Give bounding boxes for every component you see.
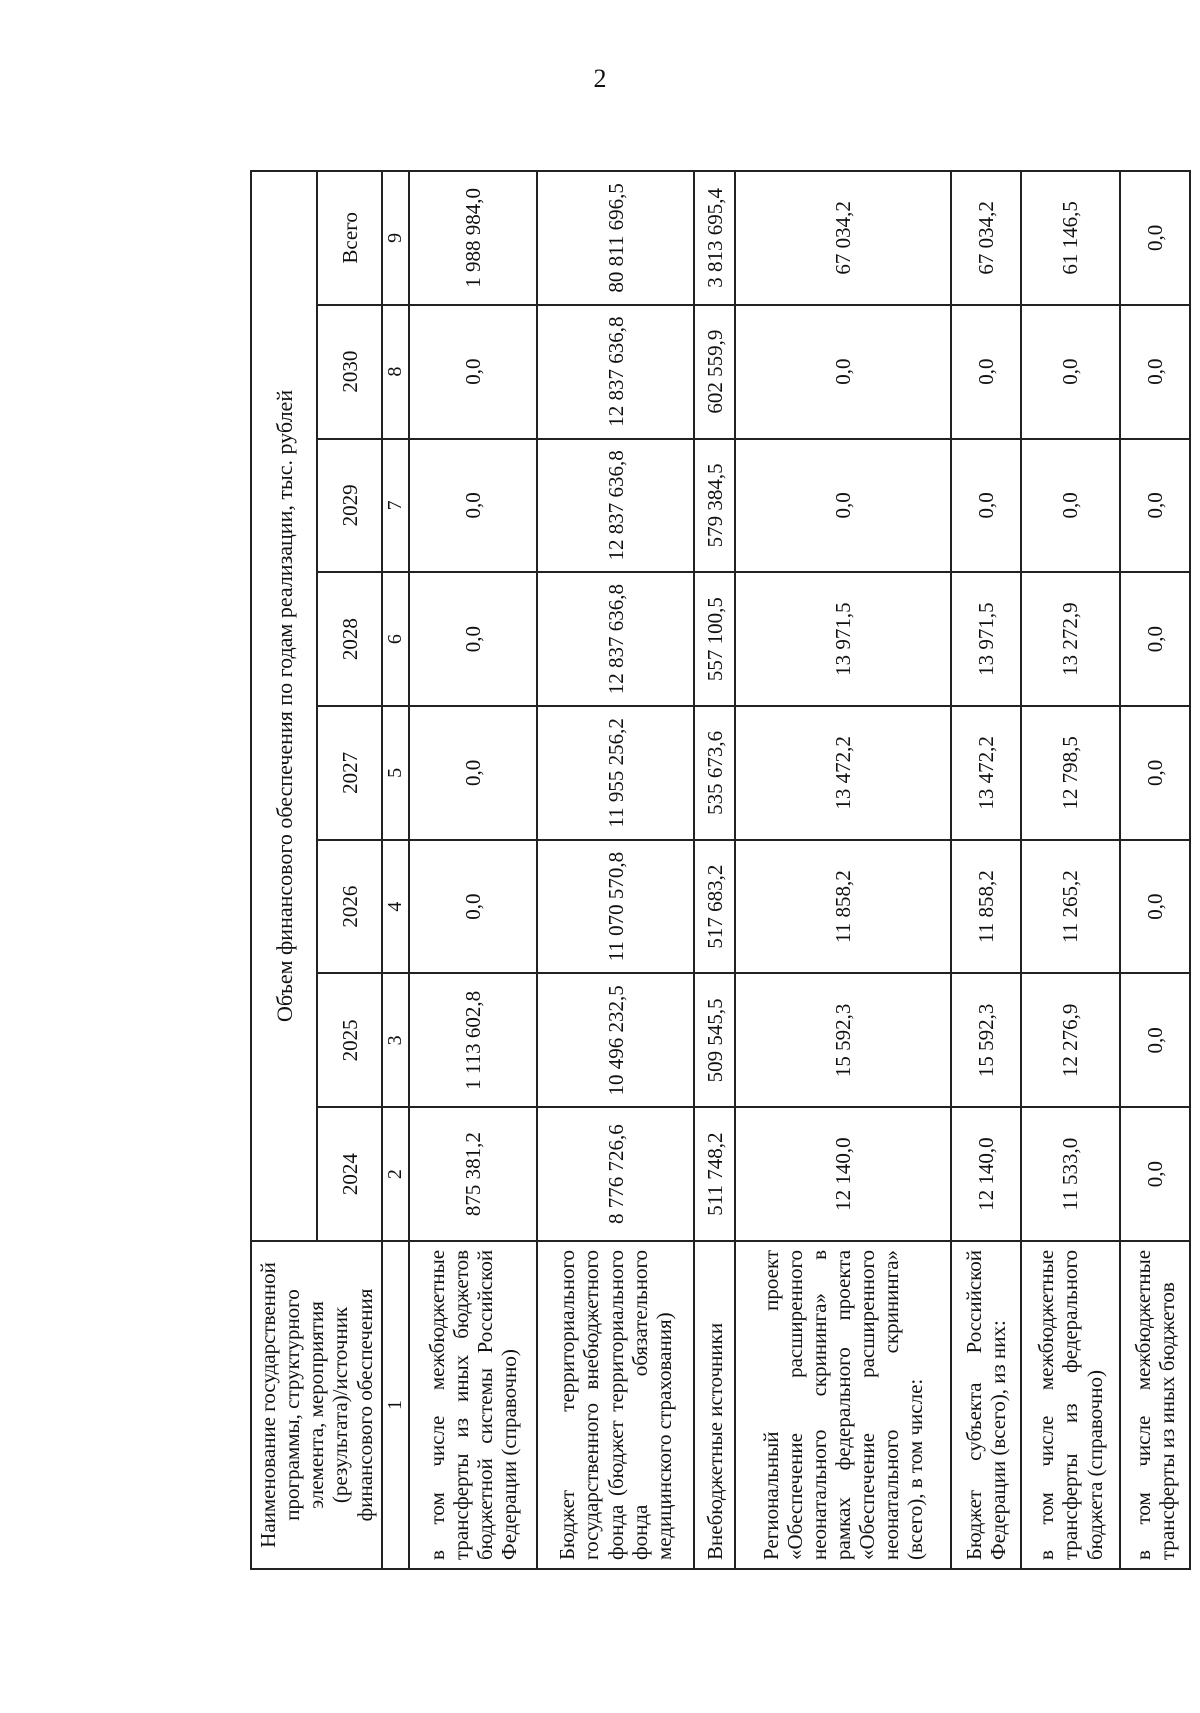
row-value: 0,0 <box>409 706 537 840</box>
column-number: 5 <box>382 706 409 840</box>
row-value: 11 265,2 <box>1021 840 1120 974</box>
table-row <box>1021 171 1120 1569</box>
year-header: 2029 <box>317 439 381 573</box>
row-value: 12 837 636,8 <box>537 439 694 573</box>
row-value: 11 070 570,8 <box>537 840 694 974</box>
column-number: 9 <box>382 171 409 305</box>
row-name: в том числе межбюджетные трансферты из федерального бюджета (справочно) <box>1021 1241 1120 1569</box>
row-value: 15 592,3 <box>735 973 950 1107</box>
row-value: 12 276,9 <box>1021 973 1120 1107</box>
row-value: 0,0 <box>409 840 537 974</box>
table-row <box>1120 171 1190 1569</box>
column-number: 7 <box>382 439 409 573</box>
row-value: 0,0 <box>1120 572 1190 706</box>
row-value: 0,0 <box>1120 973 1190 1107</box>
row-value: 557 100,5 <box>694 572 735 706</box>
row-value: 13 272,9 <box>1021 572 1120 706</box>
year-header: 2025 <box>317 973 381 1107</box>
name-column-header: Наименование государственной программы, структурного элемента, мероприятия (результата)/источник финансового обеспечения <box>251 1241 382 1569</box>
row-value: 0,0 <box>1120 706 1190 840</box>
financing-table <box>250 170 1191 1570</box>
row-value: 0,0 <box>951 439 1021 573</box>
row-value: 0,0 <box>1120 1107 1190 1241</box>
row-value: 12 837 636,8 <box>537 572 694 706</box>
row-total: 67 034,2 <box>735 171 950 305</box>
row-total: 80 811 696,5 <box>537 171 694 305</box>
row-value: 0,0 <box>1120 305 1190 439</box>
row-value: 12 140,0 <box>951 1107 1021 1241</box>
row-value: 535 673,6 <box>694 706 735 840</box>
row-value: 13 472,2 <box>951 706 1021 840</box>
row-name: в том числе межбюджетные трансферты из иных бюджетов <box>1120 1241 1190 1569</box>
column-number: 1 <box>382 1241 409 1569</box>
year-header: 2027 <box>317 706 381 840</box>
row-value: 11 955 256,2 <box>537 706 694 840</box>
row-value: 15 592,3 <box>951 973 1021 1107</box>
column-number: 2 <box>382 1107 409 1241</box>
row-value: 8 776 726,6 <box>537 1107 694 1241</box>
row-name: Бюджет субъекта Российской Федерации (всего), из них: <box>951 1241 1021 1569</box>
row-total: 1 988 984,0 <box>409 171 537 305</box>
row-value: 11 858,2 <box>951 840 1021 974</box>
row-name: в том числе межбюджетные трансферты из иных бюджетов бюджетной системы Российской Федерации (справочно) <box>409 1241 537 1569</box>
row-value: 13 971,5 <box>735 572 950 706</box>
row-value: 13 472,2 <box>735 706 950 840</box>
row-value: 0,0 <box>409 305 537 439</box>
row-value: 12 837 636,8 <box>537 305 694 439</box>
row-value: 0,0 <box>735 305 950 439</box>
row-value: 11 533,0 <box>1021 1107 1120 1241</box>
row-value: 10 496 232,5 <box>537 973 694 1107</box>
row-value: 0,0 <box>409 439 537 573</box>
table-row <box>409 171 537 1569</box>
row-value: 509 545,5 <box>694 973 735 1107</box>
row-value: 0,0 <box>1120 840 1190 974</box>
row-name: Региональный проект «Обеспечение расширенного неонатального скрининга» в рамках федерального проекта «Обеспечение расширенного неонатального скрининга» (всего), в том числе: <box>735 1241 950 1569</box>
row-value: 13 971,5 <box>951 572 1021 706</box>
row-value: 602 559,9 <box>694 305 735 439</box>
row-value: 12 798,5 <box>1021 706 1120 840</box>
table-row <box>951 171 1021 1569</box>
row-value: 511 748,2 <box>694 1107 735 1241</box>
column-number: 4 <box>382 840 409 974</box>
year-header: 2024 <box>317 1107 381 1241</box>
row-value: 579 384,5 <box>694 439 735 573</box>
row-value: 12 140,0 <box>735 1107 950 1241</box>
row-value: 0,0 <box>735 439 950 573</box>
row-value: 875 381,2 <box>409 1107 537 1241</box>
row-total: 61 146,5 <box>1021 171 1120 305</box>
row-value: 0,0 <box>1021 439 1120 573</box>
row-name: Бюджет территориального государственного внебюджетного фонда (бюджет территориального фонда обязательного медицинского страхования) <box>537 1241 694 1569</box>
page-number: 2 <box>593 64 607 93</box>
total-header: Всего <box>317 171 381 305</box>
financing-table-rotated <box>250 170 1180 1570</box>
table-row <box>537 171 694 1569</box>
header-row-1 <box>251 171 317 1569</box>
volume-column-header: Объем финансового обеспечения по годам реализации, тыс. рублей <box>251 171 317 1241</box>
table-row <box>735 171 950 1569</box>
column-number: 6 <box>382 572 409 706</box>
column-number: 8 <box>382 305 409 439</box>
row-total: 0,0 <box>1120 171 1190 305</box>
row-value: 0,0 <box>951 305 1021 439</box>
row-value: 11 858,2 <box>735 840 950 974</box>
header-row-numbers <box>382 171 409 1569</box>
row-value: 1 113 602,8 <box>409 973 537 1107</box>
row-total: 3 813 695,4 <box>694 171 735 305</box>
year-header: 2026 <box>317 840 381 974</box>
year-header: 2030 <box>317 305 381 439</box>
row-total: 67 034,2 <box>951 171 1021 305</box>
row-value: 0,0 <box>1021 305 1120 439</box>
row-value: 517 683,2 <box>694 840 735 974</box>
year-header: 2028 <box>317 572 381 706</box>
row-name: Внебюджетные источники <box>694 1241 735 1569</box>
table-row <box>694 171 735 1569</box>
column-number: 3 <box>382 973 409 1107</box>
row-value: 0,0 <box>409 572 537 706</box>
row-value: 0,0 <box>1120 439 1190 573</box>
